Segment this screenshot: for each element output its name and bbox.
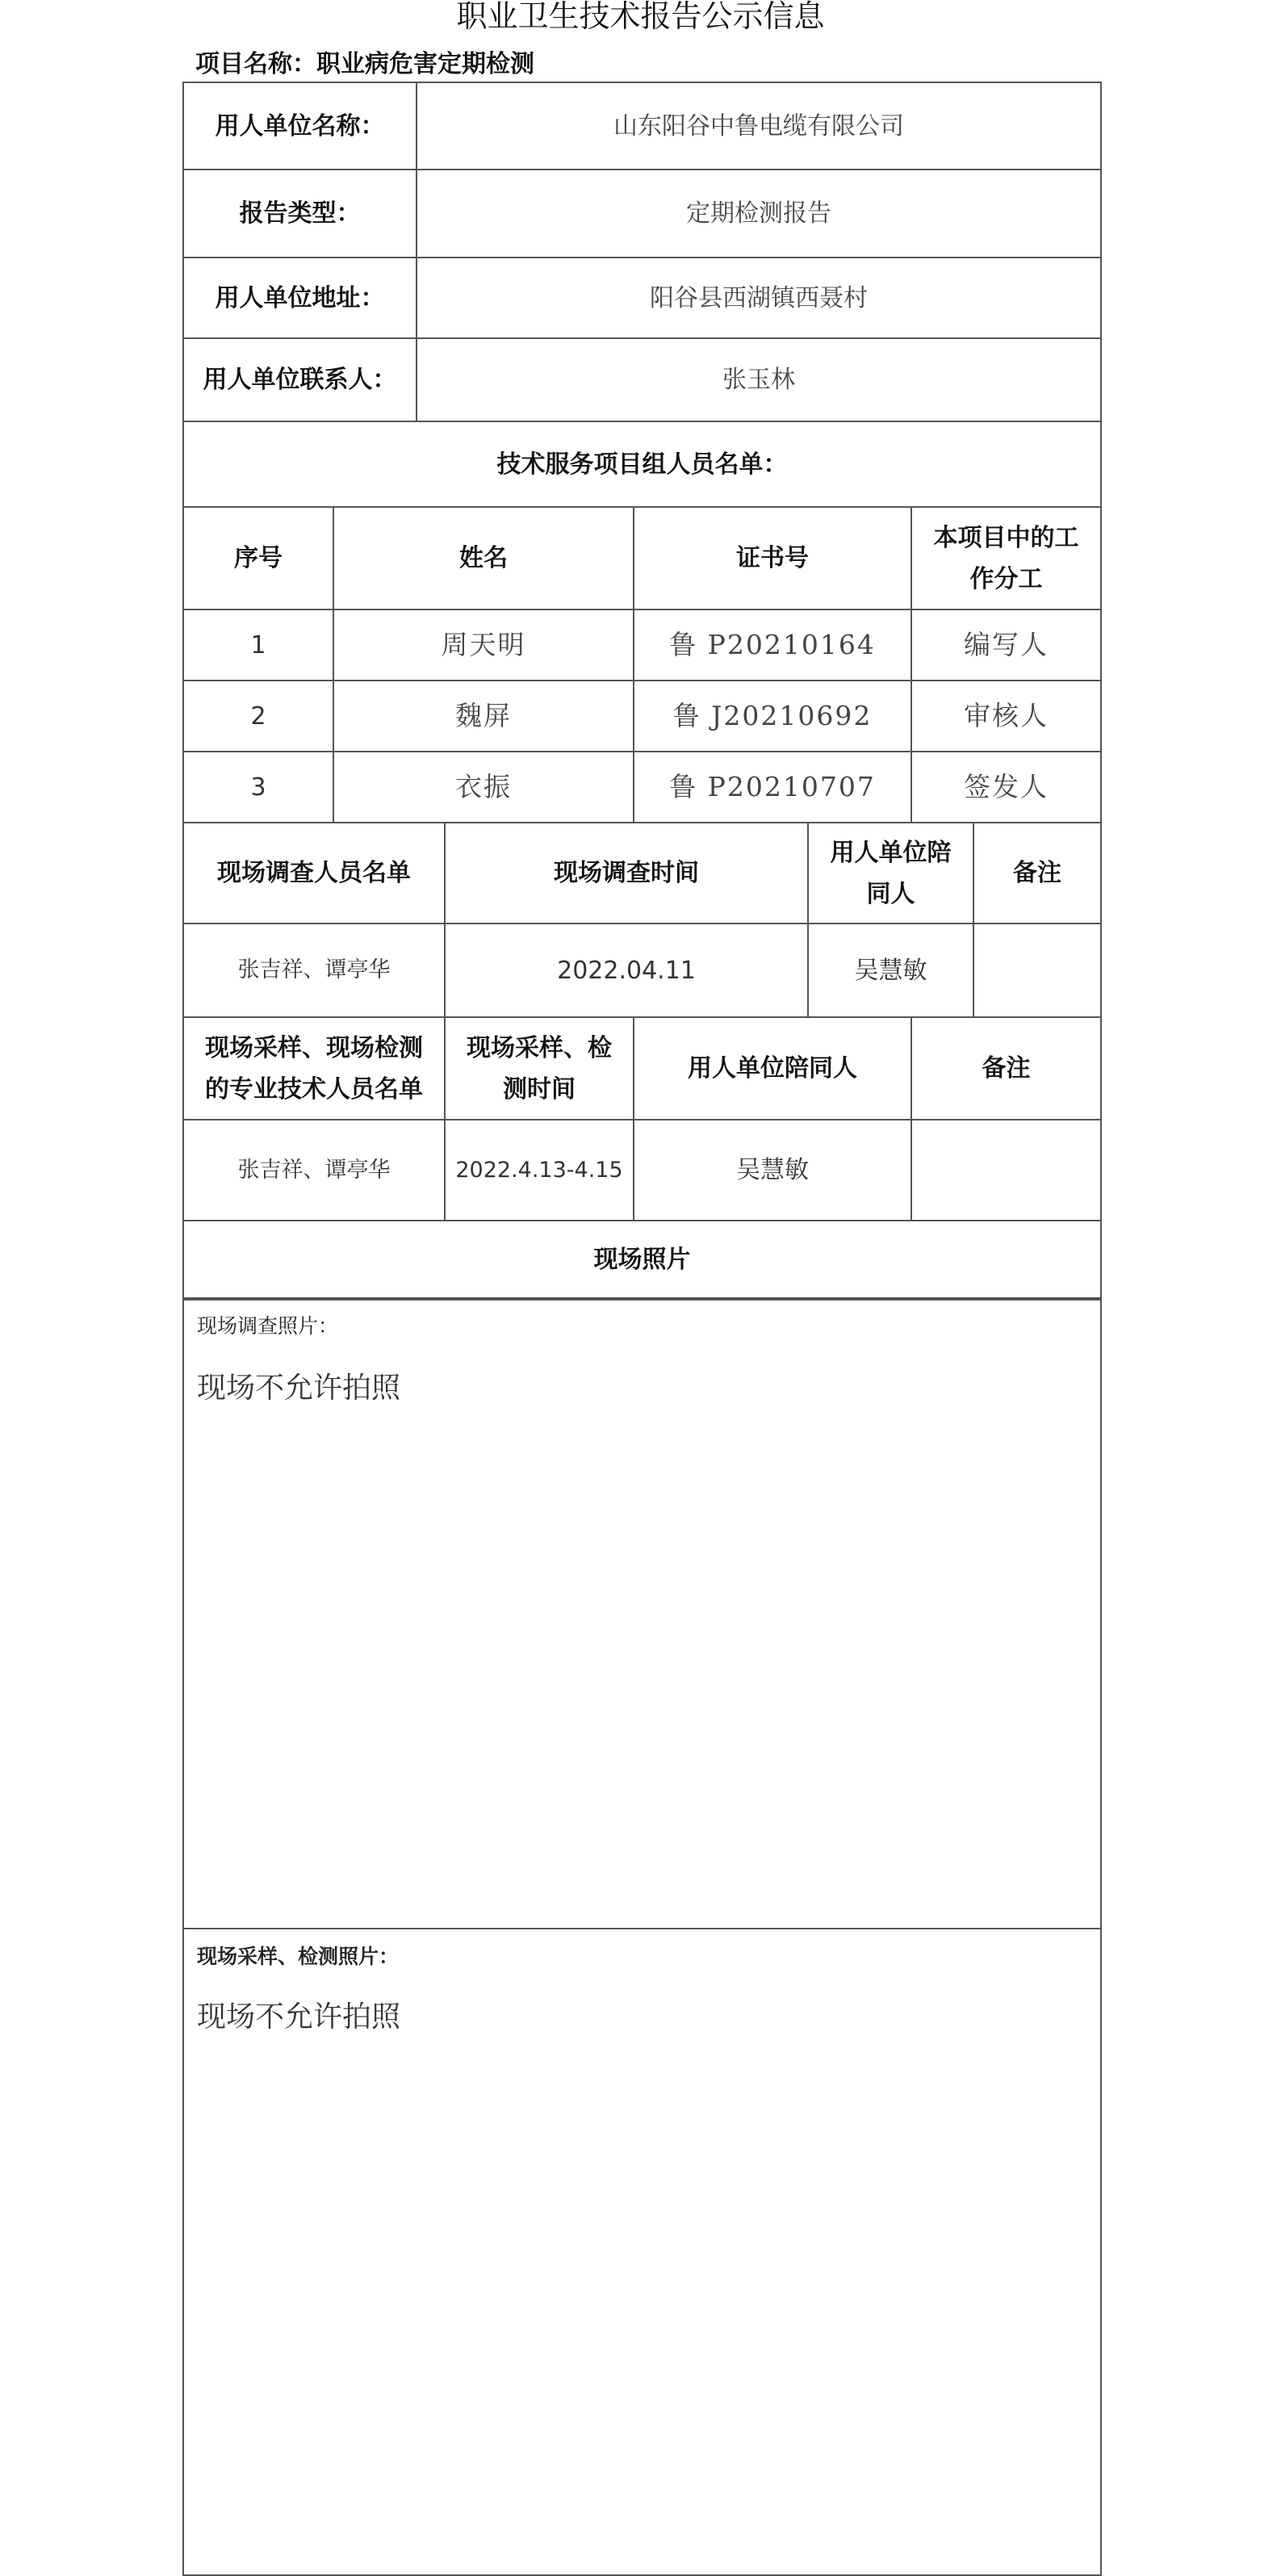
company-name-value: 山东阳谷中鲁电缆有限公司 [416,83,1100,169]
team-row-cert: 鲁 P20210164 [633,610,911,680]
page-title: 职业卫生技术报告公示信息 [456,0,825,34]
company-name-label: 用人单位名称： [215,111,385,140]
survey-note-value [973,924,1100,1016]
sampling-companion-value: 吴慧敏 [633,1120,911,1220]
sampling-col-note: 备注 [911,1018,1100,1119]
company-address-value: 阳谷县西湖镇西聂村 [416,258,1100,337]
report-type-label: 报告类型： [239,199,361,228]
sampling-col-companion: 用人单位陪同人 [633,1018,911,1119]
survey-data-row [182,923,1102,1016]
team-row-role: 签发人 [911,752,1100,822]
sampling-header-row [182,1016,1102,1119]
survey-col-note: 备注 [973,823,1100,923]
info-row-company [182,82,1102,169]
project-name-value: 职业病危害定期检测 [316,50,534,78]
team-row-no: 3 [250,773,266,802]
team-row [182,609,1102,680]
team-col-role: 本项目中的工作分工 [911,508,1100,609]
team-col-name: 姓名 [333,508,633,609]
project-name-line [195,48,534,81]
team-row-no: 1 [250,631,266,660]
project-name-label: 项目名称： [195,50,316,78]
sampling-col-people: 现场采样、现场检测的专业技术人员名单 [205,1033,423,1104]
info-row-report-type [182,169,1102,257]
team-row-name: 周天明 [333,610,633,680]
team-heading-row [182,421,1102,506]
sampling-photo-label: 现场采样、检测照片： [197,1945,400,1968]
info-row-contact [182,337,1102,421]
sampling-note-value [911,1120,1100,1220]
team-col-cert: 证书号 [633,508,911,609]
survey-photo-label: 现场调查照片： [197,1314,339,1338]
company-contact-value: 张玉林 [416,339,1100,421]
company-contact-label: 用人单位联系人： [203,366,397,394]
survey-col-companion: 用人单位陪同人 [807,823,973,923]
survey-col-people: 现场调查人员名单 [217,859,411,887]
report-type-value: 定期检测报告 [416,170,1100,257]
sampling-photo-box [182,1928,1102,2574]
survey-header-row [182,822,1102,923]
team-row [182,680,1102,751]
company-address-label: 用人单位地址： [215,283,385,312]
sampling-photo-note: 现场不允许拍照 [197,2000,401,2034]
team-heading: 技术服务项目组人员名单： [496,450,788,479]
team-row-cert: 鲁 P20210707 [633,752,911,822]
survey-people-value: 张吉祥、谭亭华 [237,957,391,983]
photos-heading-row [182,1220,1102,1297]
team-row-role: 编写人 [911,610,1100,680]
sampling-time-value: 2022.4.13-4.15 [444,1120,633,1220]
photos-heading: 现场照片 [593,1245,691,1274]
team-row [182,751,1102,822]
survey-time-value: 2022.04.11 [444,924,807,1016]
team-col-no: 序号 [234,544,283,572]
team-header-row [182,506,1102,609]
survey-col-time: 现场调查时间 [444,823,807,923]
team-row-no: 2 [250,702,266,731]
survey-companion-value: 吴慧敏 [807,924,973,1016]
team-row-name: 魏屏 [333,681,633,751]
survey-photo-box [182,1297,1102,1928]
info-row-address [182,257,1102,337]
sampling-data-row [182,1119,1102,1220]
survey-photo-note: 现场不允许拍照 [197,1372,401,1405]
team-row-cert: 鲁 J20210692 [633,681,911,751]
sampling-people-value: 张吉祥、谭亭华 [237,1157,391,1183]
team-row-name: 衣振 [333,752,633,822]
sampling-col-time: 现场采样、检测时间 [444,1018,633,1119]
team-row-role: 审核人 [911,681,1100,751]
